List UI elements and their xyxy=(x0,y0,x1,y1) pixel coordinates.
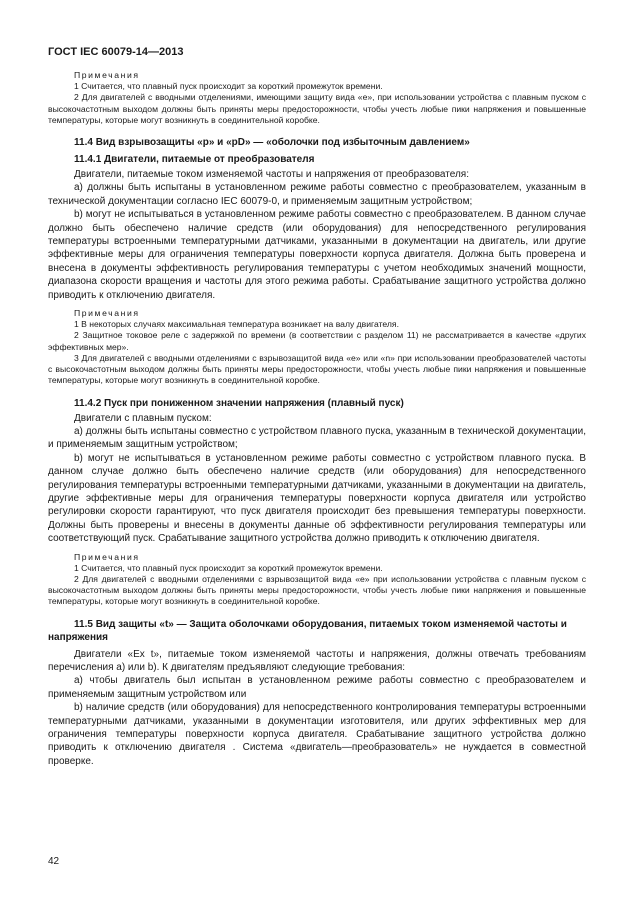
section-heading-11-4-2: 11.4.2 Пуск при пониженном значении напряжения (плавный пуск) xyxy=(74,397,404,409)
section-heading-11-5: 11.5 Вид защиты «t» — Защита оболочками оборудования, питаемых током изменяемой частоты и напряжения xyxy=(48,618,567,643)
list-item-a: а) должны быть испытаны в установленном режиме работы совместно с преобразователем, указанным в технической документации согласно IEC 60079-0, и применяемым защитным устройством; xyxy=(48,182,586,207)
document-page xyxy=(48,46,586,768)
notes-title: Примечания xyxy=(74,70,140,80)
note-item: 2 Для двигателей с вводными отделениями с взрывозащитой вида «е» при использовании устройства с плавным пуском с высокочастотным выходом должны быть приняты меры предосторожности, чтобы учесть любые пики напряжения и повышенные температуры, которые могут возникнуть в соединительной коробке. xyxy=(48,573,586,607)
paragraph: Двигатели «Ex t», питаемые током изменяемой частоты и напряжения, должны отвечать требованиям перечисления а) или b). К двигателям предъявляют следующие требования: xyxy=(48,648,586,673)
note-item: 3 Для двигателей с вводными отделениями с взрывозащитой вида «е» или «n» при использовании преобразователей частоты с высокочастотным выходом должны быть приняты меры предосторожности, чтобы учесть любые пики напряжения и повышенные температуры, которые могут возникнуть в соединительной коробке. xyxy=(48,352,586,386)
section-heading-11-4-1: 11.4.1 Двигатели, питаемые от преобразователя xyxy=(74,154,315,166)
notes-block-2 xyxy=(48,308,586,386)
list-item-a: а) должны быть испытаны совместно с устройством плавного пуска, указанным в технической документации, и применяемым защитным устройством; xyxy=(48,425,586,451)
paragraph: Двигатели, питаемые током изменяемой частоты и напряжения от преобразователя: xyxy=(74,169,469,181)
paragraph: Двигатели с плавным пуском: xyxy=(74,412,212,424)
list-item-b: b) могут не испытываться в установленном режиме работы совместно с устройством плавного пуска. В данном случае должно быть обеспечено наличие средств (или оборудования) для непосредственного регулирования температуры встроенными температурными датчиками, указанными в документации на двигатель, другие эффективные меры для ограничения температуры поверхности корпуса двигателя или устройство регулировки скорости гарантируют, что пуск двигателя происходит без превышения температуры поверхности. Должны быть проверены и внесены в документы данные об эффективности регулирования температуры или соответствующий пуск. Срабатывание защитного устройства должно приводить к отключению двигателя. xyxy=(48,452,586,545)
note-item: 2 Защитное токовое реле с задержкой по времени (в соответствии с разделом 11) не рассматривается в качестве «других эффективных мер». xyxy=(48,330,586,352)
section-heading-11-4: 11.4 Вид взрывозащиты «р» и «pD» — «оболочки под избыточным давлением» xyxy=(74,137,470,149)
note-item: 1 Считается, что плавный пуск происходит за короткий промежуток времени. xyxy=(74,562,383,573)
document-header: ГОСТ IEC 60079-14—2013 xyxy=(48,46,184,58)
note-item: 1 В некоторых случаях максимальная температура возникает на валу двигателя. xyxy=(74,319,399,330)
page-number: 42 xyxy=(48,856,60,867)
list-item-b: b) могут не испытываться в установленном режиме работы совместно с преобразователем. В данном случае должно быть обеспечено наличие средств (или оборудования) для непосредственного регулирования температуры встроенными температурными датчиками, указанными в документации на двигатель, или другие эффективные меры для ограничения температуры поверхности корпуса двигателя. Должна быть проверена и внесена в документы эффективность регулирования температуры с учетом необходимых значений мощности, диапазона скорости вращения и частоты для этого режима работы. Срабатывание защитного устройства должно приводить к отключению двигателя. xyxy=(48,209,586,301)
note-item: 1 Считается, что плавный пуск происходит за короткий промежуток времени. xyxy=(74,81,383,92)
list-item-b: b) наличие средств (или оборудования) для непосредственного контролирования температуры встроенными температурными датчиками, указанными в документации изготовителя, или других эффективных мер для ограничения температуры поверхности корпуса двигателя. Срабатывание защитного устройства должно приводить к отключению двигателя . Система «двигатель—преобразователь» не нуждается в совместной проверке. xyxy=(48,702,586,767)
note-item: 2 Для двигателей с вводными отделениями, имеющими защиту вида «е», при использовании устройства с плавным пуском с высокочастотным выходом должны быть приняты меры предосторожности, чтобы учесть любые пики напряжения и повышенные температуры, которые могут возникнуть в соединительной коробке. xyxy=(48,92,586,125)
list-item-a: а) чтобы двигатель был испытан в установленном режиме работы совместно с преобразователем и применяемым защитным устройством или xyxy=(48,675,586,700)
notes-block-3 xyxy=(48,552,586,608)
notes-title: Примечания xyxy=(74,551,140,562)
notes-block-1 xyxy=(48,70,586,126)
notes-title: Примечания xyxy=(74,308,140,319)
